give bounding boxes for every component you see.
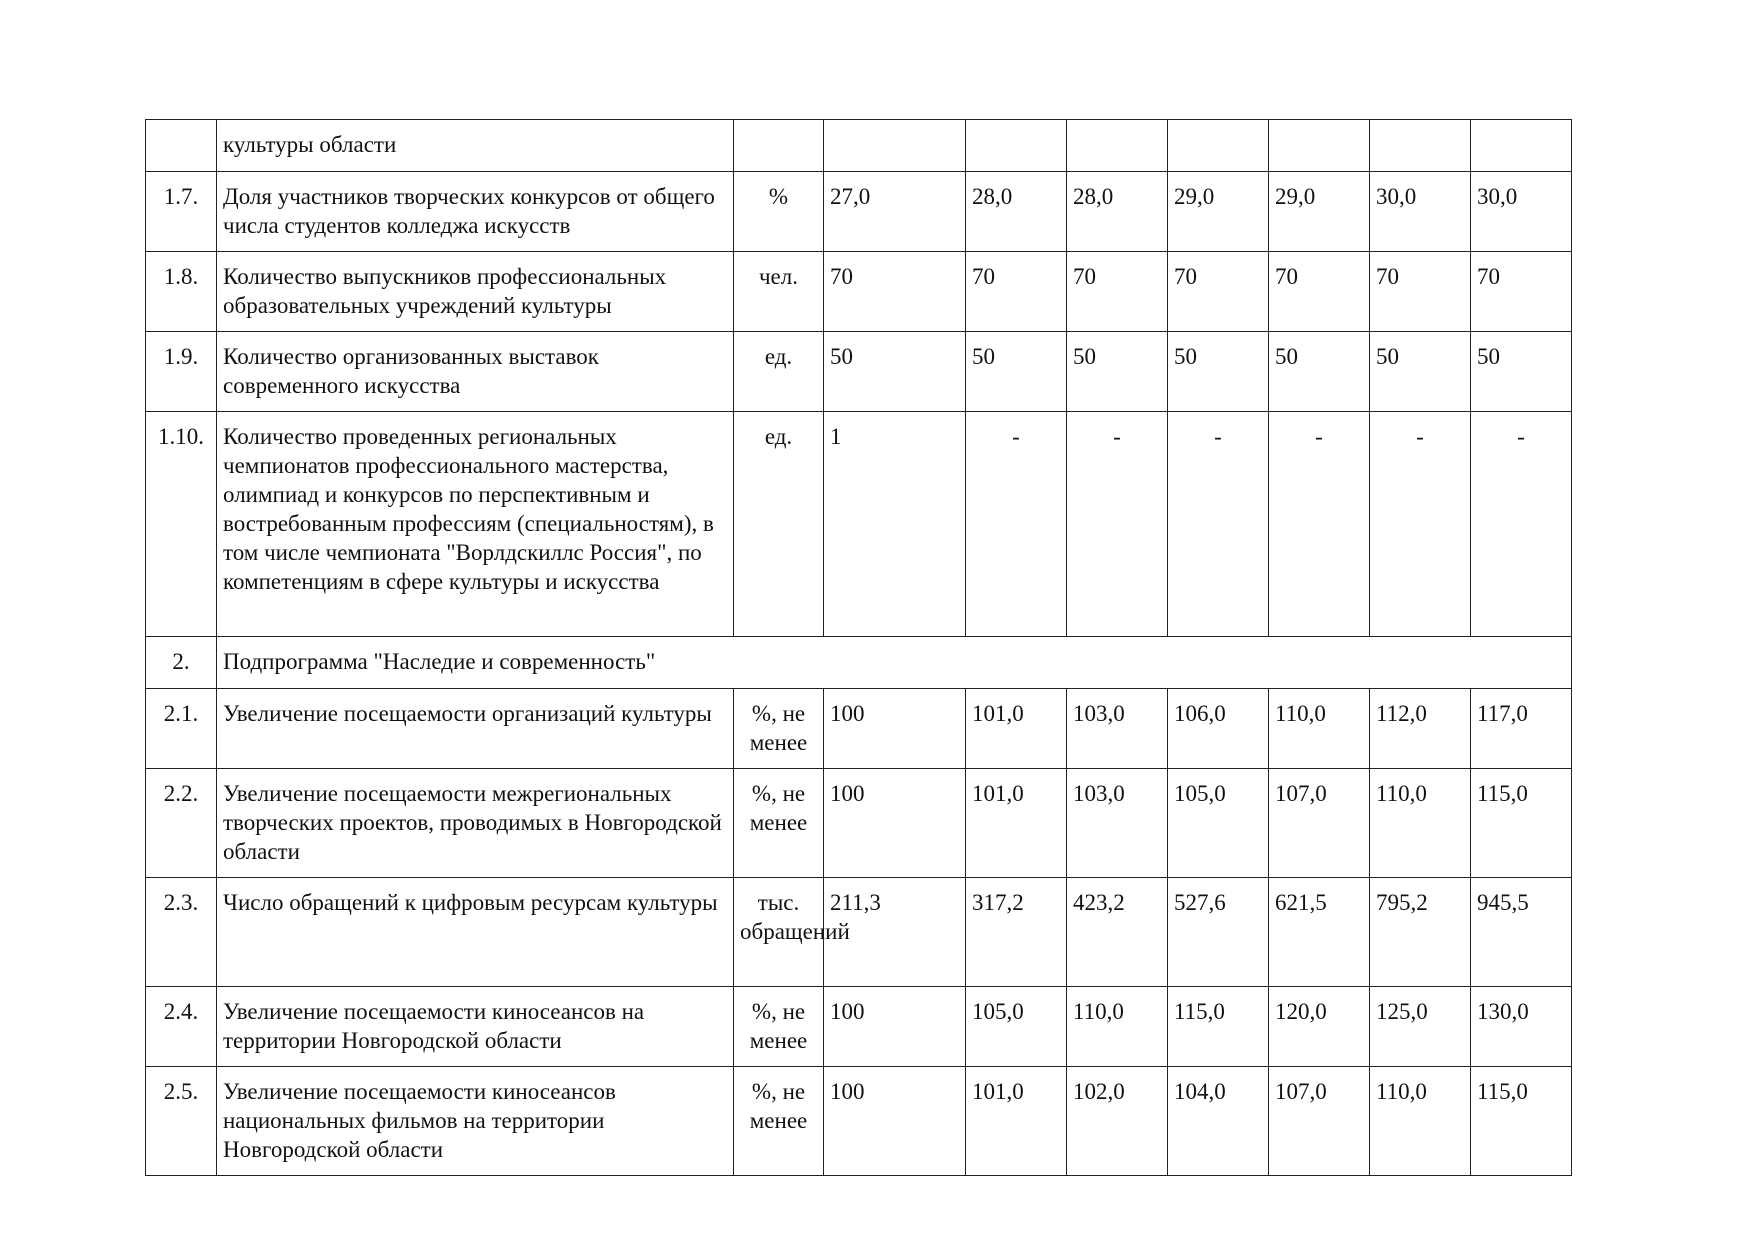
value-cell: - xyxy=(966,412,1067,637)
indicator-name: Увеличение посещаемости межрегиональных творческих проектов, проводимых в Новгородской области xyxy=(217,769,734,878)
indicator-name: Количество проведенных региональных чемпионатов профессионального мастерства, олимпиад и конкурсов по перспективным и востребованным профессиям (специальностям), в том числе чемпионата "Ворлдскиллс Россия", по компетенциям в сфере культуры и искусства xyxy=(217,412,734,637)
value-cell xyxy=(824,120,966,172)
row-number: 1.10. xyxy=(146,412,217,637)
value-cell: 50 xyxy=(1269,332,1370,412)
value-cell: - xyxy=(1471,412,1572,637)
unit: %, не менее xyxy=(734,1067,824,1176)
table-body xyxy=(146,120,1572,1176)
indicator-name: Увеличение посещаемости организаций культуры xyxy=(217,689,734,769)
indicator-name: культуры области xyxy=(217,120,734,172)
value-cell xyxy=(1471,120,1572,172)
value-cell: 125,0 xyxy=(1370,987,1471,1067)
value-cell: 30,0 xyxy=(1471,172,1572,252)
value-cell: 115,0 xyxy=(1471,1067,1572,1176)
unit: %, не менее xyxy=(734,987,824,1067)
value-cell: 115,0 xyxy=(1471,769,1572,878)
value-cell: - xyxy=(1067,412,1168,637)
table-row xyxy=(146,987,1572,1067)
value-cell: 50 xyxy=(1370,332,1471,412)
table-row xyxy=(146,689,1572,769)
value-cell: 104,0 xyxy=(1168,1067,1269,1176)
value-cell xyxy=(1370,120,1471,172)
table-row xyxy=(146,769,1572,878)
table-row xyxy=(146,172,1572,252)
value-cell: 110,0 xyxy=(1370,769,1471,878)
value-cell: 70 xyxy=(1370,252,1471,332)
value-cell: 30,0 xyxy=(1370,172,1471,252)
value-cell: 101,0 xyxy=(966,769,1067,878)
row-number xyxy=(146,120,217,172)
value-cell xyxy=(1269,120,1370,172)
value-cell: 70 xyxy=(1269,252,1370,332)
value-cell: 423,2 xyxy=(1067,878,1168,987)
row-number: 2. xyxy=(146,637,217,689)
section-row xyxy=(146,637,1572,689)
value-cell: 50 xyxy=(966,332,1067,412)
table-row xyxy=(146,252,1572,332)
value-cell: 101,0 xyxy=(966,1067,1067,1176)
section-title: Подпрограмма "Наследие и современность" xyxy=(217,637,1572,689)
indicator-name: Количество организованных выставок современного искусства xyxy=(217,332,734,412)
unit: тыс. обращений xyxy=(734,878,824,987)
unit xyxy=(734,120,824,172)
value-cell: 103,0 xyxy=(1067,689,1168,769)
row-number: 2.1. xyxy=(146,689,217,769)
value-cell: 120,0 xyxy=(1269,987,1370,1067)
value-cell: 795,2 xyxy=(1370,878,1471,987)
row-number: 1.8. xyxy=(146,252,217,332)
unit: %, не менее xyxy=(734,689,824,769)
indicator-name: Количество выпускников профессиональных образовательных учреждений культуры xyxy=(217,252,734,332)
value-cell: 945,5 xyxy=(1471,878,1572,987)
indicator-name: Увеличение посещаемости киносеансов на территории Новгородской области xyxy=(217,987,734,1067)
value-cell: 211,3 xyxy=(824,878,966,987)
value-cell: 28,0 xyxy=(966,172,1067,252)
unit: ед. xyxy=(734,412,824,637)
value-cell: 527,6 xyxy=(1168,878,1269,987)
unit: ед. xyxy=(734,332,824,412)
value-cell: 50 xyxy=(1168,332,1269,412)
value-cell: 100 xyxy=(824,987,966,1067)
value-cell: 100 xyxy=(824,769,966,878)
value-cell: 102,0 xyxy=(1067,1067,1168,1176)
value-cell: 117,0 xyxy=(1471,689,1572,769)
value-cell: 130,0 xyxy=(1471,987,1572,1067)
value-cell: 317,2 xyxy=(966,878,1067,987)
value-cell: 106,0 xyxy=(1168,689,1269,769)
row-number: 1.9. xyxy=(146,332,217,412)
unit: %, не менее xyxy=(734,769,824,878)
value-cell: 110,0 xyxy=(1269,689,1370,769)
value-cell: 50 xyxy=(1471,332,1572,412)
table-row xyxy=(146,412,1572,637)
unit: чел. xyxy=(734,252,824,332)
value-cell: 50 xyxy=(824,332,966,412)
value-cell: 50 xyxy=(1067,332,1168,412)
value-cell: 103,0 xyxy=(1067,769,1168,878)
value-cell: 29,0 xyxy=(1269,172,1370,252)
table-row xyxy=(146,120,1572,172)
value-cell: 70 xyxy=(824,252,966,332)
table-row xyxy=(146,878,1572,987)
value-cell: 29,0 xyxy=(1168,172,1269,252)
row-number: 2.3. xyxy=(146,878,217,987)
row-number: 1.7. xyxy=(146,172,217,252)
indicator-name: Число обращений к цифровым ресурсам культуры xyxy=(217,878,734,987)
value-cell: - xyxy=(1269,412,1370,637)
table-row xyxy=(146,1067,1572,1176)
indicator-name: Увеличение посещаемости киносеансов национальных фильмов на территории Новгородской области xyxy=(217,1067,734,1176)
value-cell: 27,0 xyxy=(824,172,966,252)
value-cell: 70 xyxy=(966,252,1067,332)
row-number: 2.2. xyxy=(146,769,217,878)
value-cell: 107,0 xyxy=(1269,769,1370,878)
value-cell: 100 xyxy=(824,1067,966,1176)
value-cell: 105,0 xyxy=(1168,769,1269,878)
value-cell: 1 xyxy=(824,412,966,637)
value-cell: 110,0 xyxy=(1370,1067,1471,1176)
value-cell: 70 xyxy=(1168,252,1269,332)
value-cell: 115,0 xyxy=(1168,987,1269,1067)
value-cell: 112,0 xyxy=(1370,689,1471,769)
value-cell: 100 xyxy=(824,689,966,769)
value-cell: - xyxy=(1168,412,1269,637)
indicators-table xyxy=(145,119,1572,1176)
value-cell xyxy=(966,120,1067,172)
value-cell: 70 xyxy=(1067,252,1168,332)
row-number: 2.4. xyxy=(146,987,217,1067)
value-cell xyxy=(1067,120,1168,172)
value-cell: 28,0 xyxy=(1067,172,1168,252)
indicator-name: Доля участников творческих конкурсов от общего числа студентов колледжа искусств xyxy=(217,172,734,252)
value-cell: 101,0 xyxy=(966,689,1067,769)
unit: % xyxy=(734,172,824,252)
value-cell: 105,0 xyxy=(966,987,1067,1067)
row-number: 2.5. xyxy=(146,1067,217,1176)
value-cell xyxy=(1168,120,1269,172)
value-cell: 110,0 xyxy=(1067,987,1168,1067)
value-cell: - xyxy=(1370,412,1471,637)
value-cell: 70 xyxy=(1471,252,1572,332)
table-row xyxy=(146,332,1572,412)
value-cell: 107,0 xyxy=(1269,1067,1370,1176)
value-cell: 621,5 xyxy=(1269,878,1370,987)
